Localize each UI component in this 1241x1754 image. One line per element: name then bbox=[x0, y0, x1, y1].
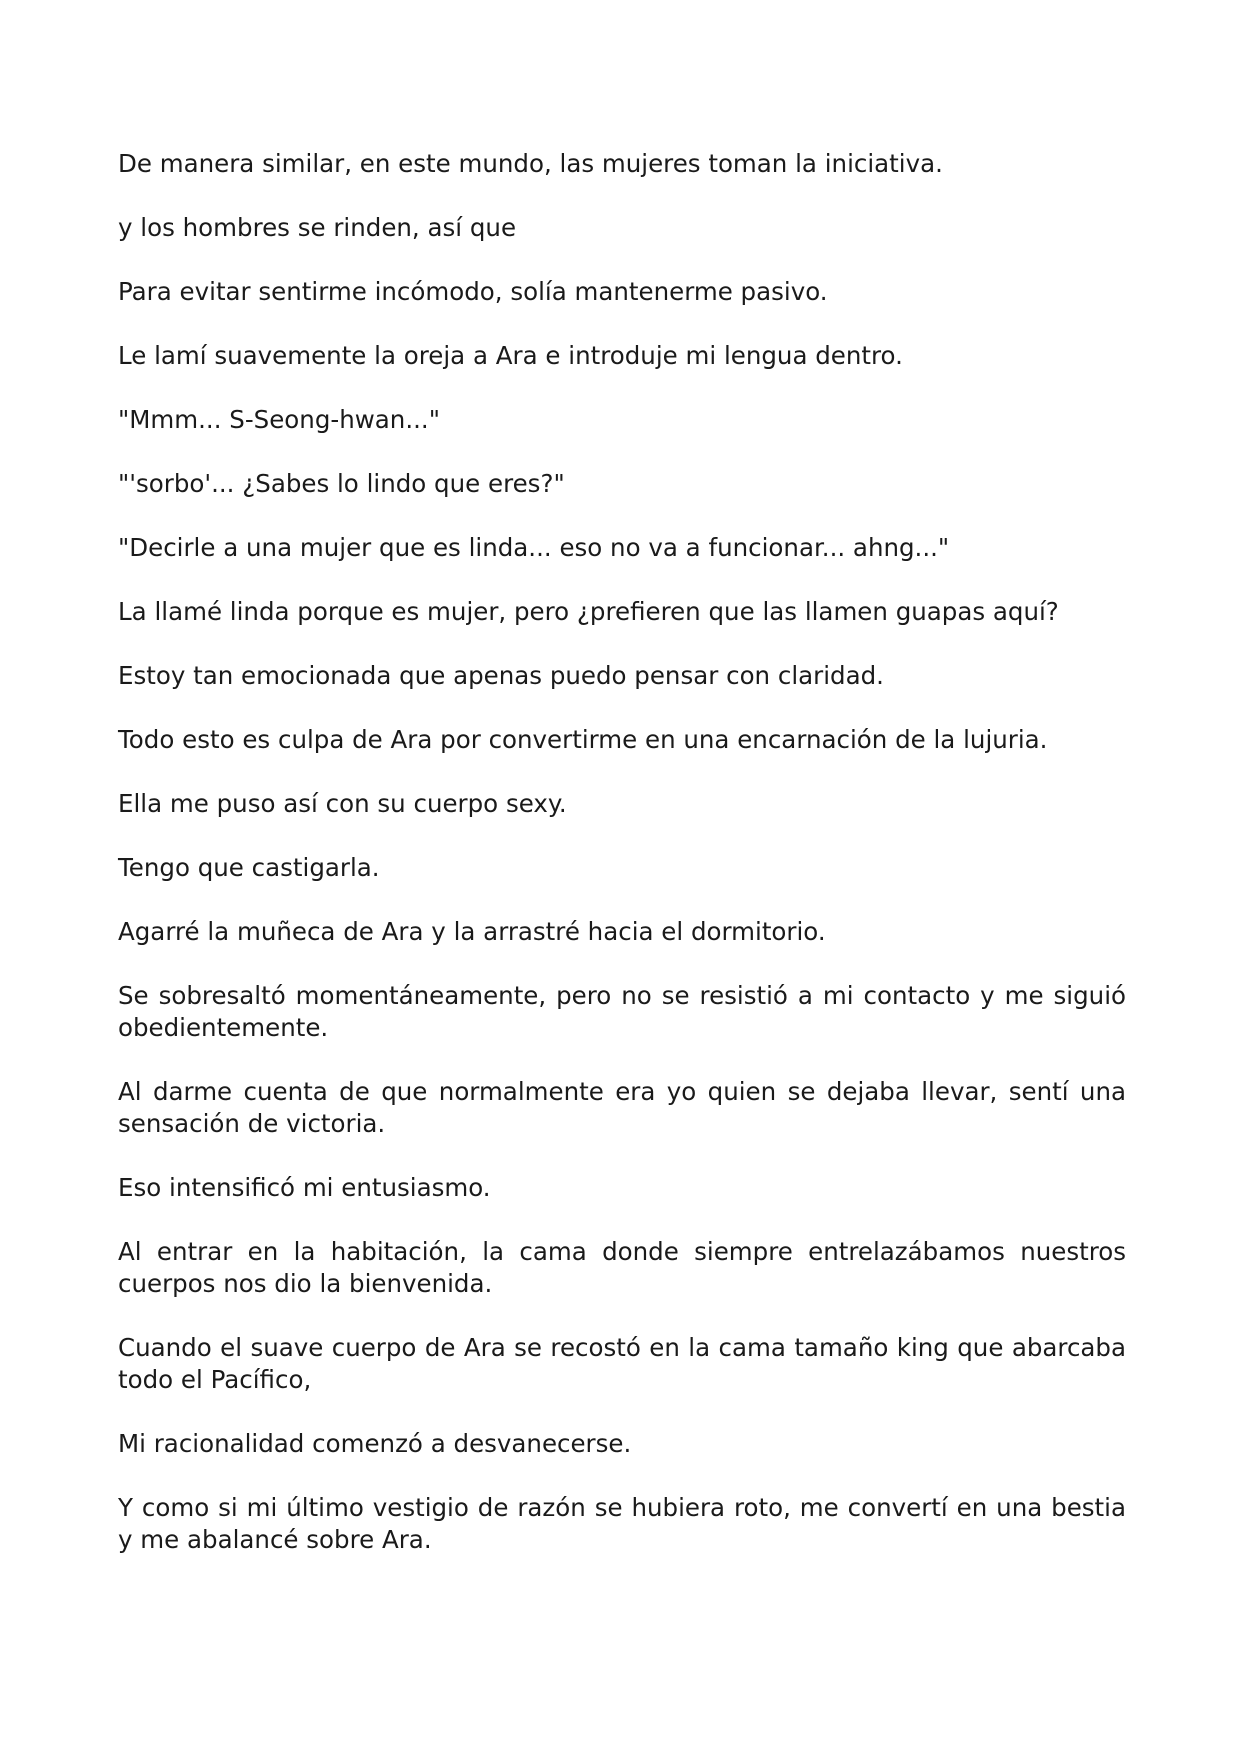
paragraph: Eso intensificó mi entusiasmo. bbox=[118, 1173, 491, 1202]
paragraph: Mi racionalidad comenzó a desvanecerse. bbox=[118, 1429, 632, 1458]
paragraph: Cuando el suave cuerpo de Ara se recostó en la cama tamaño king que abarcaba todo el Pacífico, bbox=[118, 1333, 1126, 1394]
paragraph: Al darme cuenta de que normalmente era yo quien se dejaba llevar, sentí una sensación de victoria. bbox=[118, 1077, 1126, 1138]
paragraph: Y como si mi último vestigio de razón se hubiera roto, me convertí en una bestia y me abalancé sobre Ara. bbox=[118, 1493, 1126, 1554]
paragraph: Para evitar sentirme incómodo, solía mantenerme pasivo. bbox=[118, 277, 828, 306]
paragraph: Tengo que castigarla. bbox=[118, 853, 380, 882]
paragraph: Todo esto es culpa de Ara por convertirme en una encarnación de la lujuria. bbox=[118, 725, 1048, 754]
paragraph: De manera similar, en este mundo, las mujeres toman la iniciativa. bbox=[118, 149, 943, 178]
paragraph: y los hombres se rinden, así que bbox=[118, 213, 517, 242]
paragraph: Le lamí suavemente la oreja a Ara e introduje mi lengua dentro. bbox=[118, 341, 903, 370]
paragraph: Al entrar en la habitación, la cama donde siempre entrelazábamos nuestros cuerpos nos dio la bienvenida. bbox=[118, 1237, 1126, 1298]
paragraph: "Decirle a una mujer que es linda... eso no va a funcionar... ahng..." bbox=[118, 533, 950, 562]
paragraph: Se sobresaltó momentáneamente, pero no se resistió a mi contacto y me siguió obedientemente. bbox=[118, 981, 1126, 1042]
paragraph: Ella me puso así con su cuerpo sexy. bbox=[118, 789, 567, 818]
paragraph: La llamé linda porque es mujer, pero ¿prefieren que las llamen guapas aquí? bbox=[118, 597, 1059, 626]
paragraph: Estoy tan emocionada que apenas puedo pensar con claridad. bbox=[118, 661, 884, 690]
document-body bbox=[118, 148, 1126, 1588]
paragraph: "'sorbo'... ¿Sabes lo lindo que eres?" bbox=[118, 469, 565, 498]
paragraph: Agarré la muñeca de Ara y la arrastré hacia el dormitorio. bbox=[118, 917, 826, 946]
paragraph: "Mmm... S-Seong-hwan..." bbox=[118, 405, 440, 434]
